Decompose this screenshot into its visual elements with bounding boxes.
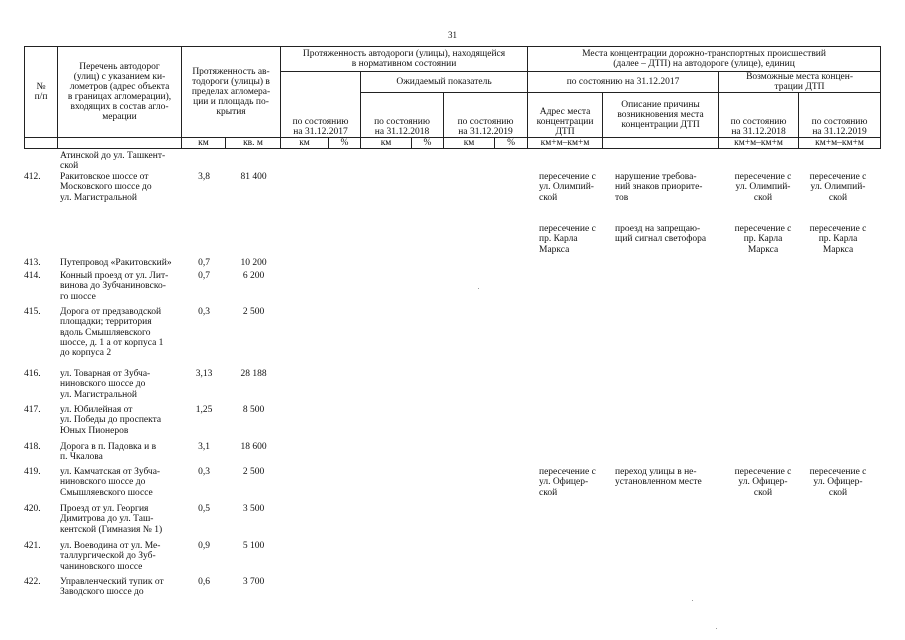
area-sqm: 8 500 [242,405,265,415]
road-name: Дорога от предзаводской площадки; территория вдоль Смышляевского шоссе, д. 1 а от корпуса 1 до корпуса 2 [60,307,164,359]
area-sqm: 6 200 [242,271,265,281]
road-name: ул. Юбилейная от ул. Победы до проспекта Юных Пионеров [60,405,162,436]
scan-speck [716,628,717,629]
row-number: 418. [24,442,41,452]
unit-pct: % [412,138,444,149]
dtp-address: пересечение с пр. Карла Маркса [539,224,596,255]
page-number: 31 [448,30,457,40]
area-sqm: 28 188 [240,369,267,379]
area-sqm: 18 600 [240,442,267,452]
row-number: 421. [24,541,41,551]
table-header [24,46,881,149]
header-state-2017: по состоянию на 31.12.2017 [281,72,361,138]
road-name: Атинской до ул. Ташкент- ской [60,151,166,172]
header-state-2018: по состоянию на 31.12.2018 [361,93,444,138]
unit-empty [25,138,58,149]
road-name: ул. Камчатская от Зубча- ниновского шоссе до Смышляевского шоссе [60,467,161,498]
road-name: Управленческий тупик от Заводского шоссе до [60,577,164,598]
area-sqm: 2 500 [242,467,265,477]
unit-kmm: км+м–км+м [719,138,799,149]
length-km: 0,3 [198,307,210,317]
length-km: 0,3 [198,467,210,477]
length-km: 0,9 [198,541,210,551]
road-name: Дорога в п. Падовка и в п. Чкалова [60,442,157,463]
unit-kmm: км+м–км+м [528,138,603,149]
header-expected: Ожидаемый показатель [361,72,528,93]
unit-empty [603,138,719,149]
road-name: Проезд от ул. Георгия Димитрова до ул. Таш- кентской (Гимназия № 1) [60,504,163,535]
road-name: Ракитовское шоссе от Московского шоссе до ул. Магистральной [60,172,152,203]
unit-pct: % [495,138,528,149]
header-num: № п/п [25,47,58,138]
possible-2018: пересечение с ул. Офицер- ской [734,467,792,498]
row-number: 416. [24,369,41,379]
length-km: 0,7 [198,258,210,268]
area-sqm: 3 500 [242,504,265,514]
area-sqm: 3 700 [242,577,265,587]
possible-2018: пересечение с пр. Карла Маркса [734,224,792,255]
header-possible: Возможные места концен- трации ДТП [719,72,881,93]
area-sqm: 2 500 [242,307,265,317]
unit-km: км [444,138,495,149]
area-sqm: 10 200 [240,258,267,268]
possible-2019: пересечение с ул. Офицер- ской [809,467,867,498]
header-dtp-reason: Описание причины возникновения места концентрации ДТП [603,93,719,138]
header-length: Протяженность ав- тодороги (улицы) в пределах агломера- ции и площадь по- крытия [182,47,281,138]
unit-km: км [281,138,329,149]
header-state-2019: по состоянию на 31.12.2019 [444,93,528,138]
header-dtp-state-2017: по состоянию на 31.12.2017 [528,72,719,93]
length-km: 3,8 [198,172,210,182]
row-number: 419. [24,467,41,477]
header-dtp-address: Адрес места концентрации ДТП [528,93,603,138]
header-norm-title: Протяженность автодороги (улицы), находящейся в нормативном состоянии [281,47,528,72]
length-km: 0,7 [198,271,210,281]
row-number: 417. [24,405,41,415]
unit-sqm: кв. м [226,138,281,149]
area-sqm: 5 100 [242,541,265,551]
possible-2018: пересечение с ул. Олимпий- ской [734,172,792,203]
row-number: 420. [24,504,41,514]
row-number: 412. [24,172,41,182]
road-name: ул. Воеводина от ул. Ме- таллургической до Зуб- чаниновского шоссе [60,541,161,572]
header-possible-2019: по состоянию на 31.12.2019 [799,93,881,138]
unit-pct: % [329,138,361,149]
dtp-reason: переход улицы в не- установленном месте [615,467,702,488]
length-km: 3,13 [195,369,213,379]
unit-km: км [361,138,412,149]
road-name: ул. Товарная от Зубча- ниновского шоссе до ул. Магистральной [60,369,151,400]
row-number: 413. [24,258,41,268]
length-km: 1,25 [195,405,213,415]
scan-speck [692,600,693,601]
header-dtp-title: Места концентрации дорожно-транспортных происшествий (далее – ДТП) на автодороге (улице), единиц [528,47,881,72]
unit-kmm: км+м–км+м [799,138,881,149]
road-name: Путепровод «Ракитовский» [60,258,172,268]
length-km: 0,5 [198,504,210,514]
unit-km: км [182,138,226,149]
length-km: 0,6 [198,577,210,587]
unit-empty [58,138,182,149]
scan-speck [478,288,479,289]
dtp-address: пересечение с ул. Офицер- ской [539,467,596,498]
dtp-reason: проезд на запрещаю- щий сигнал светофора [615,224,707,245]
possible-2019: пересечение с пр. Карла Маркса [809,224,867,255]
dtp-reason: нарушение требова- ний знаков приорите- тов [615,172,703,203]
row-number: 414. [24,271,41,281]
row-number: 415. [24,307,41,317]
row-number: 422. [24,577,41,587]
header-possible-2018: по состоянию на 31.12.2018 [719,93,799,138]
area-sqm: 81 400 [240,172,267,182]
possible-2019: пересечение с ул. Олимпий- ской [809,172,867,203]
header-roads: Перечень автодорог (улиц) с указанием ки- лометров (адрес объекта в границах агломерации), входящих в состав агло- мерации [58,47,182,138]
road-name: Конный проезд от ул. Лит- винова до Зубчаниновско- го шоссе [60,271,169,302]
dtp-address: пересечение с ул. Олимпий- ской [539,172,596,203]
length-km: 3,1 [198,442,210,452]
